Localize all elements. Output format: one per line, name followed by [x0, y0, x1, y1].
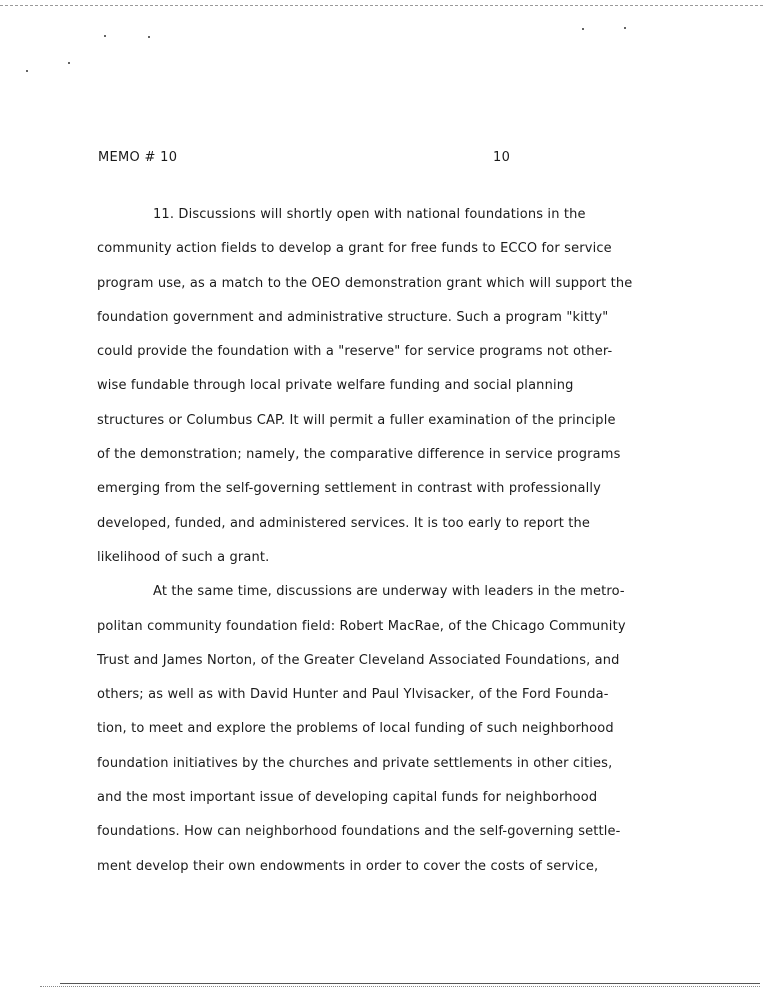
text-line: 11. Discussions will shortly open with national foundations in the — [153, 207, 586, 222]
text-line: Trust and James Norton, of the Greater Cleveland Associated Foundations, and — [97, 652, 620, 668]
text-line: wise fundable through local private welfare funding and social planning — [97, 378, 574, 394]
paragraph-foundations — [97, 575, 697, 884]
text-line: community action fields to develop a grant for free funds to ECCO for service — [97, 241, 612, 257]
text-line: likelihood of such a grant. — [97, 549, 270, 565]
page-number: 10 — [493, 150, 511, 165]
scan-speck — [104, 35, 106, 37]
text-line: foundations. How can neighborhood foundations and the self-governing settle- — [97, 824, 621, 840]
scan-speck — [582, 28, 584, 30]
text-line: program use, as a match to the OEO demonstration grant which will support the — [97, 275, 633, 291]
paragraph-11 — [97, 198, 697, 575]
text-line: tion, to meet and explore the problems of local funding of such neighborhood — [97, 721, 614, 737]
text-line: At the same time, discussions are underway with leaders in the metro- — [153, 584, 625, 600]
top-border — [0, 5, 763, 6]
text-line: foundation initiatives by the churches and private settlements in other cities, — [97, 755, 613, 771]
scan-speck — [68, 62, 70, 64]
text-line: developed, funded, and administered services. It is too early to report the — [97, 515, 591, 531]
text-line: could provide the foundation with a "reserve" for service programs not other- — [97, 344, 613, 360]
text-line: others; as well as with David Hunter and Paul Ylvisacker, of the Ford Founda- — [97, 687, 609, 703]
memo-body — [97, 198, 697, 884]
memo-label: MEMO # 10 — [98, 150, 178, 165]
text-line: politan community foundation field: Robert MacRae, of the Chicago Community — [97, 618, 626, 634]
text-line: emerging from the self-governing settlement in contrast with professionally — [97, 481, 602, 497]
scan-speck — [148, 36, 150, 38]
text-line: of the demonstration; namely, the comparative difference in service programs — [97, 447, 621, 463]
bottom-rule — [40, 986, 760, 987]
text-line: and the most important issue of developing capital funds for neighborhood — [97, 790, 598, 806]
text-line: structures or Columbus CAP. It will permit a fuller examination of the principle — [97, 412, 616, 428]
text-line: foundation government and administrative structure. Such a program "kitty" — [97, 309, 609, 325]
bottom-rule — [60, 983, 760, 984]
scan-speck — [624, 27, 626, 29]
scan-speck — [26, 70, 28, 72]
text-line: ment develop their own endowments in order to cover the costs of service, — [97, 858, 599, 874]
